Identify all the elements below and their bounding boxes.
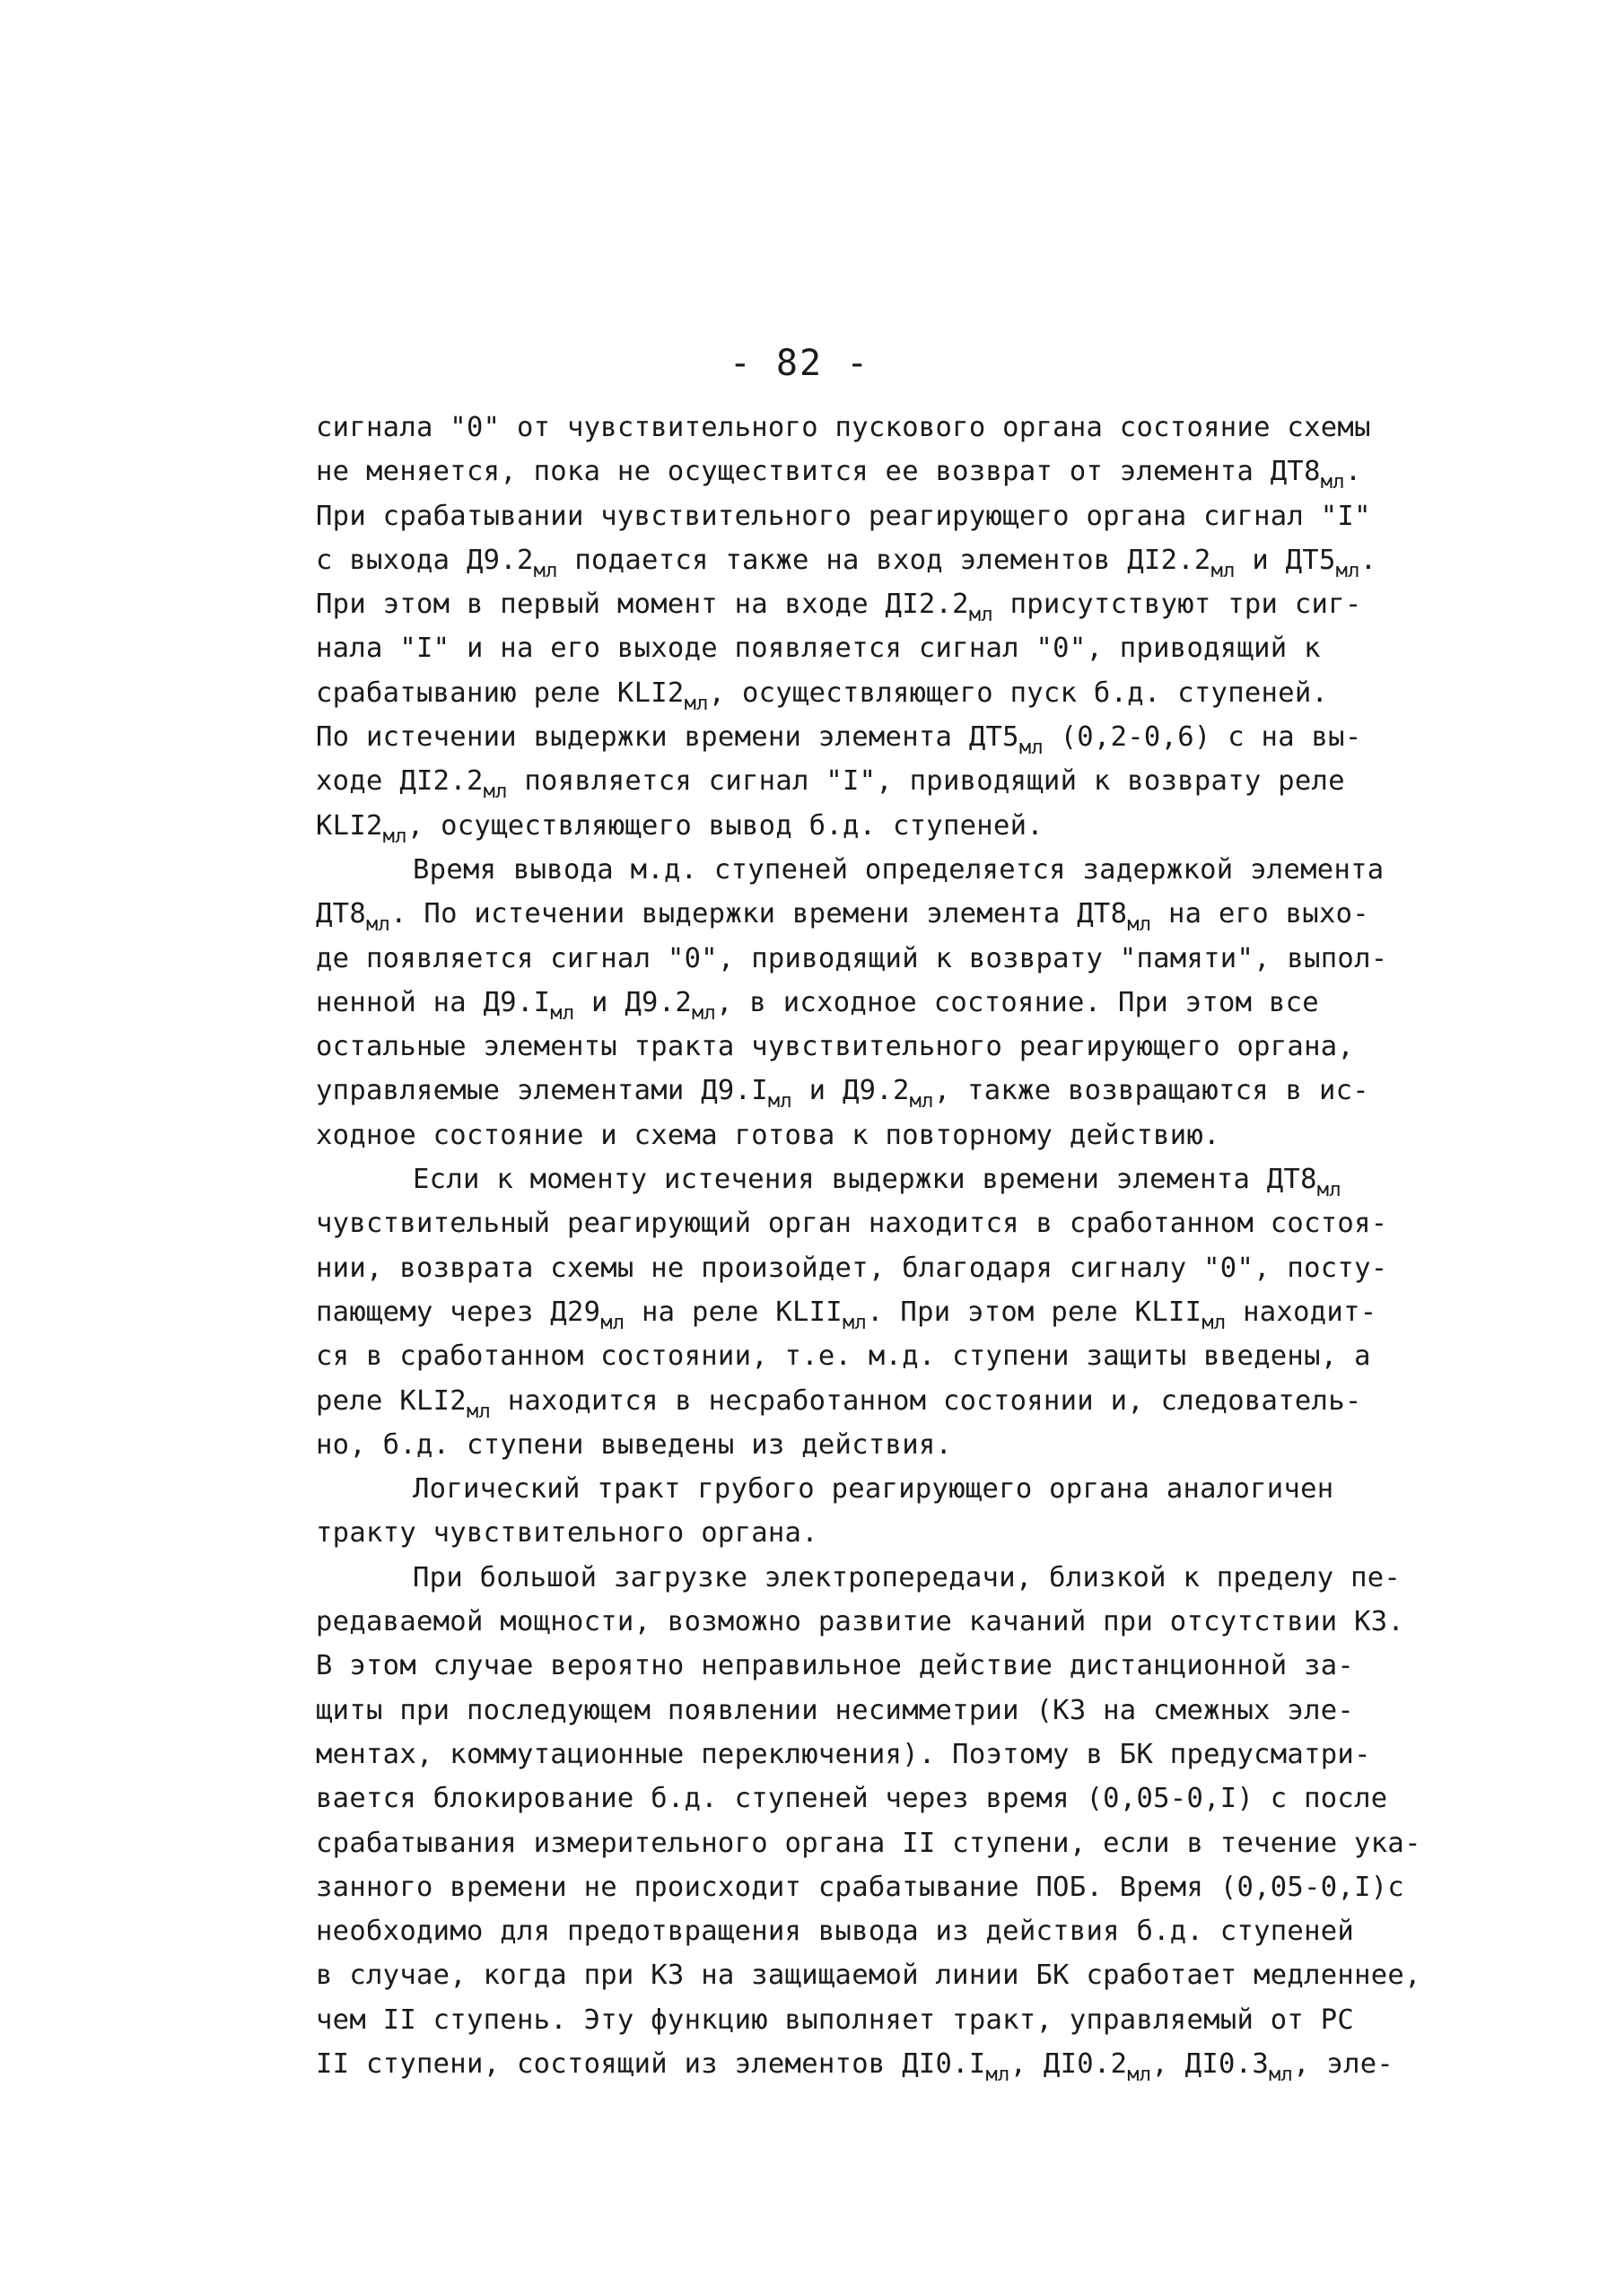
text-line [316, 1909, 1500, 1953]
text-line [316, 2042, 1500, 2086]
text-line [316, 1201, 1500, 1245]
subscript: мл [1320, 471, 1345, 494]
text-line [316, 1423, 1500, 1467]
text-segment: и ДТ5 [1235, 544, 1336, 576]
text-segment: При срабатывании чувствительного реагирующего органа сигнал "I" [316, 500, 1371, 532]
subscript: мл [767, 1090, 792, 1113]
text-line [316, 937, 1500, 981]
text-segment: вается блокирование б.д. ступеней через время (0,05-0,I) с после [316, 1783, 1388, 1815]
text-segment: , ДI0.2 [1009, 2047, 1128, 2080]
subscript: мл [842, 1311, 868, 1334]
subscript: мл [466, 1400, 492, 1423]
text-line [316, 538, 1500, 582]
text-segment: срабатывания измерительного органа II ступени, если в течение ука- [316, 1827, 1421, 1859]
text-segment: находит- [1226, 1296, 1377, 1328]
page-number: - 82 - [729, 343, 870, 384]
text-line [316, 1246, 1500, 1290]
text-segment: но, б.д. ступени выведены из действия. [316, 1428, 953, 1461]
text-segment: де появляется сигнал "0", приводящий к возврату "памяти", выпол- [316, 942, 1388, 974]
subscript: мл [1335, 559, 1360, 582]
text-segment: . [1344, 456, 1362, 488]
text-segment: чем II ступень. Эту функцию выполняет тракт, управляемый от РС [316, 2004, 1355, 2036]
text-segment: сигнала "0" от чувствительного пускового органа состояние схемы [316, 412, 1371, 443]
text-segment: остальные элементы тракта чувствительного реагирующего органа, [316, 1031, 1355, 1063]
text-segment: В этом случае вероятно неправильное действие дистанционной за- [316, 1650, 1355, 1682]
text-line [316, 1334, 1500, 1378]
text-segment: присутствуют три сиг- [992, 589, 1362, 621]
text-segment: При большой загрузке электропередачи, близкой к пределу пе- [413, 1561, 1402, 1593]
text-segment: реле KLI2 [316, 1384, 467, 1417]
text-line [316, 981, 1500, 1025]
text-segment: KLI2 [316, 809, 383, 842]
text-line [316, 1733, 1500, 1777]
text-segment: подается также на вход элементов ДI2.2 [557, 544, 1211, 576]
text-line [316, 1689, 1500, 1733]
text-segment: управляемые элементами Д9.I [316, 1075, 768, 1107]
subscript: мл [1268, 2063, 1294, 2086]
text-segment: чувствительный реагирующий орган находится в сработанном состоя- [316, 1208, 1388, 1240]
text-segment: нии, возврата схемы не произойдет, благодаря сигналу "0", посту- [316, 1252, 1388, 1284]
text-line [316, 1821, 1500, 1865]
text-line [316, 494, 1500, 538]
subscript: мл [550, 1001, 575, 1025]
text-segment: появляется сигнал "I", приводящий к возврату реле [507, 765, 1345, 798]
text-line [316, 1865, 1500, 1909]
text-segment: Логический тракт грубого реагирующего органа аналогичен [413, 1473, 1334, 1506]
text-segment: на его выхо- [1151, 898, 1369, 930]
text-segment: ходе ДI2.2 [316, 765, 484, 798]
text-line [316, 715, 1500, 759]
text-line [316, 1113, 1500, 1157]
text-segment: срабатыванию реле KLI2 [316, 677, 685, 709]
text-segment: с выхода Д9.2 [316, 544, 534, 576]
subscript: мл [382, 825, 407, 848]
text-segment: II ступени, состоящий из элементов ДI0.I [316, 2047, 986, 2080]
text-segment: , осуществляющего вывод б.д. ступеней. [406, 809, 1044, 842]
text-line [316, 1998, 1500, 2042]
text-line [316, 1025, 1500, 1069]
text-line [316, 582, 1500, 626]
text-line [316, 804, 1500, 848]
subscript: мл [600, 1311, 625, 1334]
text-line [316, 1511, 1500, 1555]
text-segment: ненной на Д9.I [316, 986, 551, 1018]
text-segment: , также возвращаются в ис- [933, 1075, 1369, 1107]
text-segment: , эле- [1293, 2047, 1394, 2080]
subscript: мл [1127, 2063, 1152, 2086]
subscript: мл [366, 913, 391, 937]
subscript: мл [1201, 1311, 1227, 1334]
text-line [316, 1556, 1500, 1600]
text-line [316, 1600, 1500, 1644]
text-segment: , ДI0.3 [1151, 2047, 1269, 2080]
text-line [316, 1953, 1500, 1997]
text-segment: необходимо для предотвращения вывода из действия б.д. ступеней [316, 1916, 1355, 1948]
text-segment: и Д9.2 [574, 986, 693, 1018]
text-segment: . При этом реле KLII [867, 1296, 1202, 1328]
text-line [316, 406, 1500, 450]
text-segment: находится в несработанном состоянии и, следователь- [491, 1384, 1362, 1417]
text-segment: пающему через Д29 [316, 1296, 601, 1328]
subscript: мл [684, 692, 709, 715]
subscript: мл [968, 604, 993, 627]
body-text [316, 406, 1500, 2086]
text-line [316, 626, 1500, 670]
text-line [316, 892, 1500, 936]
text-line [316, 848, 1500, 892]
text-segment: не меняется, пока не осуществится ее возврат от элемента ДТ8 [316, 456, 1321, 488]
text-line [316, 1157, 1500, 1201]
text-segment: ся в сработанном состоянии, т.е. м.д. ступени защиты введены, а [316, 1340, 1371, 1373]
text-line [316, 1644, 1500, 1688]
text-segment: При этом в первый момент на входе ДI2.2 [316, 589, 969, 621]
subscript: мл [1316, 1179, 1341, 1202]
subscript: мл [909, 1090, 934, 1113]
text-segment: нала "I" и на его выходе появляется сигнал "0", приводящий к [316, 633, 1321, 665]
text-line [316, 450, 1500, 493]
text-line [316, 1069, 1500, 1113]
subscript: мл [692, 1001, 717, 1025]
text-segment: в случае, когда при КЗ на защищаемой линии БК сработает медленнее, [316, 1960, 1421, 1992]
text-segment: По истечении выдержки времени элемента ДТ5 [316, 721, 1019, 754]
text-segment: тракту чувствительного органа. [316, 1517, 818, 1550]
text-segment: (0,2-0,6) с на вы- [1043, 721, 1362, 754]
text-line [316, 671, 1500, 715]
text-segment: , в исходное состояние. При этом все [716, 986, 1319, 1018]
text-segment: ДТ8 [316, 898, 366, 930]
subscript: мл [985, 2063, 1010, 2086]
text-line [316, 1290, 1500, 1334]
text-segment: редаваемой мощности, возможно развитие качаний при отсутствии КЗ. [316, 1606, 1405, 1638]
text-segment: . По истечении выдержки времени элемента ДТ8 [390, 898, 1128, 930]
text-segment: ментах, коммутационные переключения). Поэтому в БК предусматри- [316, 1738, 1371, 1770]
subscript: мл [1127, 913, 1152, 937]
text-segment: занного времени не происходит срабатывание ПОБ. Время (0,05-0,I)с [316, 1871, 1405, 1903]
text-segment: . [1359, 544, 1377, 576]
subscript: мл [533, 559, 558, 582]
text-segment: Если к моменту истечения выдержки времени элемента ДТ8 [413, 1164, 1317, 1196]
subscript: мл [1018, 737, 1044, 760]
text-segment: щиты при последующем появлении несимметрии (КЗ на смежных эле- [316, 1694, 1355, 1726]
subscript: мл [1210, 559, 1236, 582]
subscript: мл [483, 781, 508, 804]
text-segment: и Д9.2 [791, 1075, 910, 1107]
text-line [316, 759, 1500, 803]
text-line [316, 1777, 1500, 1820]
text-line [316, 1467, 1500, 1511]
text-segment: Время вывода м.д. ступеней определяется задержкой элемента [413, 853, 1385, 886]
text-segment: на реле KLII [625, 1296, 843, 1328]
text-segment: ходное состояние и схема готова к повторному действию. [316, 1119, 1220, 1151]
text-segment: , осуществляющего пуск б.д. ступеней. [708, 677, 1329, 709]
text-line [316, 1379, 1500, 1423]
